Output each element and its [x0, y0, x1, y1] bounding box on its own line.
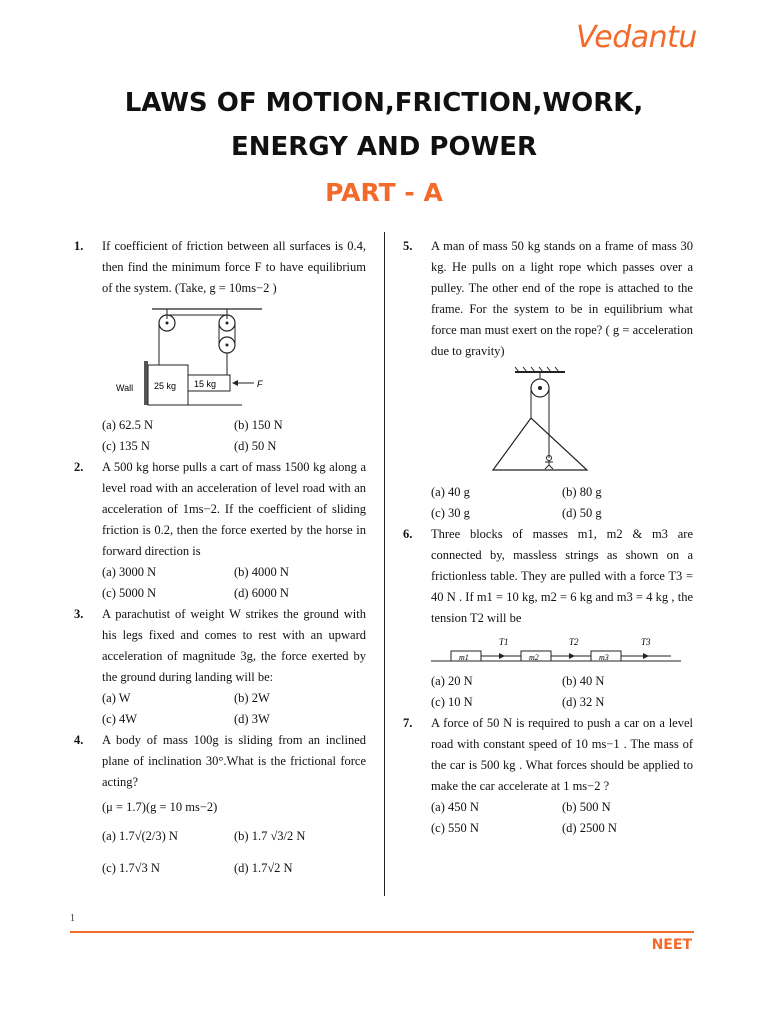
- question-text: If coefficient of friction between all surfaces is 0.4, then find the minimum force F to have equilibrium of the system. (Take, g = 10ms−2 ): [102, 239, 366, 295]
- question-7-options: [403, 797, 693, 839]
- label-m1: m1: [459, 653, 469, 662]
- label-t3: T3: [641, 637, 651, 647]
- option-b: (b) 500 N: [562, 800, 611, 814]
- question-text: A force of 50 N is required to push a car on a level road with constant speed of 10 ms−1 . The mass of the car is 500 kg . What forces should be applied to make the car accelerate at 1 ms−2 ?: [431, 716, 693, 793]
- label-m3: m3: [599, 653, 609, 662]
- column-divider: [384, 232, 385, 896]
- option-b: (b) 2W: [234, 691, 270, 705]
- left-column: [74, 236, 366, 879]
- question-number: 2.: [74, 460, 84, 474]
- label-m2: m2: [529, 653, 539, 662]
- exam-label: NEET: [651, 937, 692, 953]
- option-d: (d) 32 N: [562, 695, 605, 709]
- page-title-line2: ENERGY AND POWER: [230, 132, 538, 162]
- page-number: 1: [70, 913, 75, 924]
- option-b: (b) 150 N: [234, 418, 283, 432]
- vedantu-logo: [576, 20, 696, 62]
- pulley-wall-figure: [116, 303, 272, 411]
- question-text: A body of mass 100g is sliding from an inclined plane of inclination 30°.What is the frictional force acting?: [102, 733, 366, 789]
- option-d: (d) 50 g: [562, 506, 602, 520]
- question-3: [74, 604, 366, 688]
- label-t2: T2: [569, 637, 579, 647]
- page-title-line1: LAWS OF MOTION,FRICTION,WORK,: [124, 88, 644, 118]
- wall-label: Wall: [116, 383, 134, 393]
- three-blocks-figure: [431, 631, 681, 667]
- block-15kg-label: 15 kg: [194, 379, 217, 389]
- question-number: 7.: [403, 716, 413, 730]
- question-number: 3.: [74, 607, 84, 621]
- question-6-options: [403, 671, 693, 713]
- option-b: (b) 80 g: [562, 485, 602, 499]
- option-c: (c) 135 N: [102, 439, 150, 453]
- question-5-options: [403, 482, 693, 524]
- question-number: 1.: [74, 239, 84, 253]
- option-a: (a) 450 N: [431, 800, 479, 814]
- question-1: [74, 236, 366, 299]
- option-c: (c) 5000 N: [102, 586, 157, 600]
- question-3-options: [74, 688, 366, 730]
- question-5: [403, 236, 693, 362]
- option-c: (c) 1.7√3 N: [102, 861, 160, 875]
- question-text: A 500 kg horse pulls a cart of mass 1500 kg along a level road with an acceleration of level road with an acceleration of 1ms−2. If the coefficient of sliding friction is 0.2, then the force exerted by the horse in forward direction is: [102, 460, 366, 558]
- option-c: (c) 550 N: [431, 821, 479, 835]
- option-c: (c) 10 N: [431, 695, 473, 709]
- question-number: 5.: [403, 239, 413, 253]
- option-d: (d) 1.7√2 N: [234, 861, 293, 875]
- force-label: F: [257, 379, 263, 389]
- question-given-values: (μ = 1.7)(g = 10 ms−2): [102, 800, 218, 814]
- question-2: [74, 457, 366, 562]
- question-text: A parachutist of weight W strikes the ground with his legs fixed and comes to rest with an upward acceleration of magnitude 3g, the force exerted by the ground during landing will be:: [102, 607, 366, 684]
- option-b: (b) 40 N: [562, 674, 605, 688]
- option-a: (a) W: [102, 691, 131, 705]
- option-a: (a) 3000 N: [102, 565, 157, 579]
- block-25kg-label: 25 kg: [154, 381, 177, 391]
- question-2-options: [74, 562, 366, 604]
- option-a: (a) 40 g: [431, 485, 470, 499]
- right-column: [403, 236, 693, 839]
- logo-text: Vedantu: [576, 20, 697, 55]
- footer-divider: [70, 931, 694, 933]
- question-6: [403, 524, 693, 629]
- option-d: (d) 3W: [234, 712, 270, 726]
- question-number: 6.: [403, 527, 413, 541]
- label-t1: T1: [499, 637, 509, 647]
- question-text: Three blocks of masses m1, m2 & m3 are connected by, massless strings as shown on a frictionless table. They are pulled with a force T3 = 40 N . If m1 = 10 kg, m2 = 6 kg and m3 = 4 kg , the tension T2 will be: [431, 527, 693, 625]
- option-a: (a) 1.7√(2/3) N: [102, 829, 178, 843]
- option-a: (a) 20 N: [431, 674, 473, 688]
- option-d: (d) 6000 N: [234, 586, 289, 600]
- question-4: [74, 730, 366, 818]
- question-1-options: [74, 415, 366, 457]
- option-b: (b) 1.7 √3/2 N: [234, 829, 306, 843]
- option-a: (a) 62.5 N: [102, 418, 154, 432]
- option-d: (d) 50 N: [234, 439, 277, 453]
- part-heading: PART - A: [325, 178, 443, 207]
- question-number: 4.: [74, 733, 84, 747]
- question-text: A man of mass 50 kg stands on a frame of mass 30 kg. He pulls on a light rope which passes over a pulley. The other end of the rope is attached to the frame. For the system to be in equilibrium what force man must exert on the rope? ( g = acceleration due to gravity): [431, 239, 693, 358]
- option-b: (b) 4000 N: [234, 565, 289, 579]
- question-4-options: [74, 826, 366, 879]
- man-frame-pulley-figure: [485, 366, 595, 478]
- question-7: [403, 713, 693, 797]
- option-c: (c) 30 g: [431, 506, 470, 520]
- option-c: (c) 4W: [102, 712, 138, 726]
- option-d: (d) 2500 N: [562, 821, 617, 835]
